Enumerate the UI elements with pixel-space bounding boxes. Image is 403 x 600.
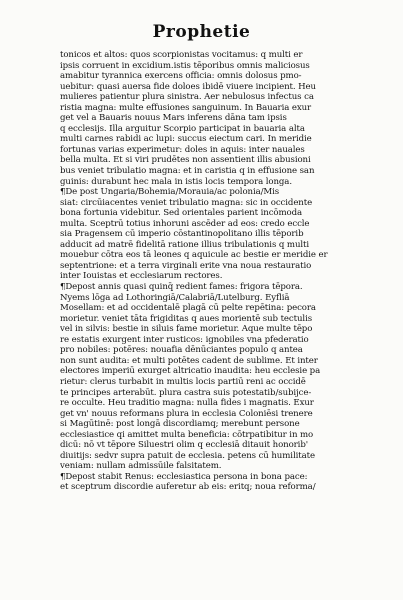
text-line: amabitur tyrannica exercens officia: omnis dolosus pmo- xyxy=(60,71,302,82)
text-line: re occulte. Heu traditio magna: nulla fides i magnatis. Exur xyxy=(60,398,314,409)
text-line: et sceptrum discordie auferetur ab eis: eritq; noua reforma/ xyxy=(60,482,316,493)
text-line: te principes arterabūt. plura castra suis potestatib/subijce- xyxy=(60,387,312,398)
text-line: mulieres patientur plura sinistra. Aer nebulosus infectus ca xyxy=(60,92,314,103)
text-line: ristia magna: multe effusiones sanguinum. In Bauaria exur xyxy=(60,102,312,113)
text-line: tonicos et altos: quos scorpionistas vocitamus: q multi er xyxy=(60,50,303,60)
text-line: bella multa. Et si viri prudētes non assentient illis abusioni xyxy=(60,155,311,166)
text-line: q ecclesijs. Illa arguitur Scorpio participat in bauaria alta xyxy=(60,123,305,134)
text-line: adducit ad matrē fidelitā ratione illius tribulationis q multi xyxy=(60,239,310,250)
text-line: electores imperiū exurget altricatio inaudita: heu ecclesie pa xyxy=(60,366,321,377)
text-line: mouebur cōtra eos tā leones q aquicule ac bestie er meridie er xyxy=(60,250,328,261)
text-line: uebitur: quasi auersa fide doloes ibidē viuere incipient. Heu xyxy=(60,81,316,92)
text-line: bus veniet tribulatio magna: et in caristia q in effusione san xyxy=(60,166,315,177)
text-line: morietur. veniet tāta frigiditas q aues morientē sub tectulis xyxy=(60,313,313,324)
text-line: fortunas varias experimetur: doles in aquis: inter nauales xyxy=(60,144,305,155)
text-line: Nyems lōga ad Lothoringiā/Calabriā/Lutelburg. Eyfliā xyxy=(60,292,290,303)
text-line: dicū: nō vt tēpore Siluestri olim q ecclesiā ditauit honorib' xyxy=(60,440,308,451)
text-line: get vn' nouus reformans plura in ecclesia Coloniēsi trenere xyxy=(60,408,313,419)
text-line: non sunt audita: et multi potētes cadent de sublime. Et inter xyxy=(60,355,318,366)
text-line: multa. Sceptrū totius inhoruni ascēder ad eos: credo eccle xyxy=(60,218,310,229)
text-line: re estatis exurgent inter rusticos: ignobiles vna pfederatio xyxy=(60,334,309,345)
text-line: ¶De post Ungaria/Bohemia/Morauia/ac polonia/Mis xyxy=(60,187,280,198)
text-line: vel in silvis: bestie in siluis fame morietur. Aque multe tēpo xyxy=(60,324,313,335)
text-line: ¶Depost annis quasi quinq̄ redient fames: frigora tēpora. xyxy=(60,282,303,293)
running-head: Prophetie xyxy=(152,22,251,42)
text-line: get vel a Bauaris nouus Mars inferens dāna tam ipsis xyxy=(60,113,287,124)
text-line: Mosellam: et ad occidentalē plagā cū pelte repētina: pecora xyxy=(60,303,316,314)
text-line: bona fortunia videbitur. Sed orientales parient incōmoda xyxy=(60,208,303,219)
text-line: pro nobiles: potēres: nouafia dēnūciantes populo q antea xyxy=(60,345,303,356)
text-line: siat: circūiacentes veniet tribulatio magna: sic in occidente xyxy=(60,197,313,208)
text-line: rietur: clerus turbabit in multis locis partiū reni ac occidē xyxy=(60,376,306,387)
text-line: multi carnes rabidi ac lupi: succus eiectum cari. In meridie xyxy=(60,134,312,145)
text-line: septentrione: et a terra virginali erite vna noua restauratio xyxy=(60,260,312,271)
body-text xyxy=(60,50,360,493)
text-line: ipsis corruent in excidium.istis tēporibus omnis maliciosus xyxy=(60,60,310,71)
text-line: inter Iouistas et ecclesiarum rectores. xyxy=(60,271,223,282)
text-line: si Magūtinē: post longā discordiamq; merebunt persone xyxy=(60,419,300,430)
text-line: ¶Depost stabit Renus: ecclesiastica persona in bona pace: xyxy=(60,471,308,482)
text-line: ecclesiastice qi amittet multa beneficia: cōtrpatibitur in mo xyxy=(60,429,314,440)
text-line: veniam: nullam admissūile falsitatem. xyxy=(60,461,222,472)
text-line: guinis: durabunt hec mala in istis locis tempora longa. xyxy=(60,176,292,187)
text-line: sia Pragensem cū imperio cōstantinopolitano illis tēporib xyxy=(60,229,304,240)
text-line: diuitijs: sedvr supra patuit de ecclesia. petens cū humilitate xyxy=(60,450,315,461)
